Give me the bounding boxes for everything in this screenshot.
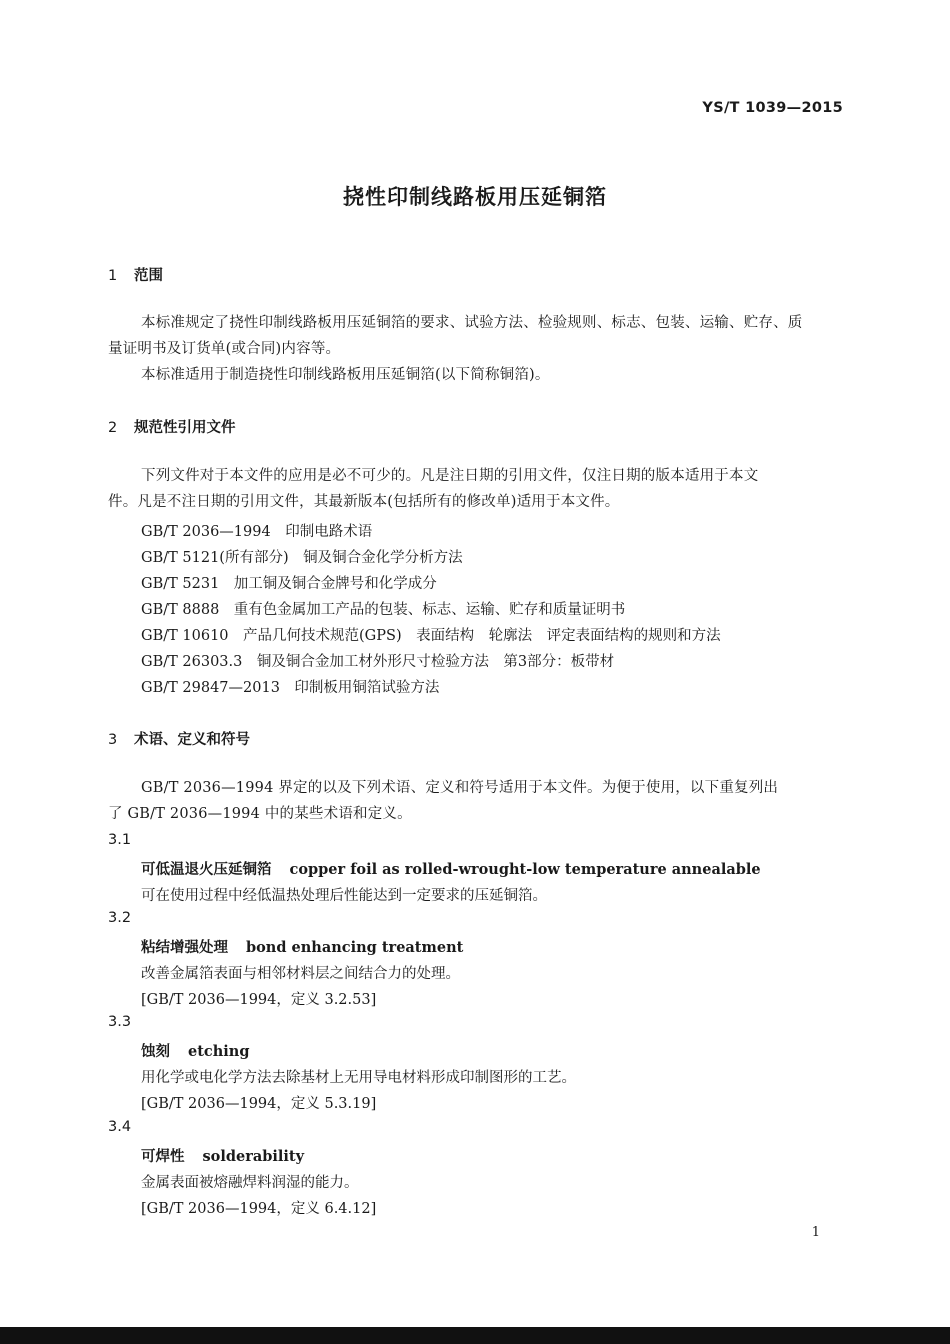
term-chinese: 可焊性 bbox=[141, 1149, 185, 1165]
clause-number: 3.1 bbox=[108, 832, 132, 848]
term-definition: 可在使用过程中经低温热处理后性能达到一定要求的压延铜箔。 bbox=[141, 888, 547, 904]
section-number: 2 bbox=[108, 420, 118, 436]
term-english: copper foil as rolled-wrought-low temperature annealable bbox=[289, 861, 761, 878]
term-english: solderability bbox=[202, 1148, 305, 1165]
clause-number: 3.3 bbox=[108, 1014, 132, 1030]
reference-item: GB/T 5121(所有部分) 铜及铜合金化学分析方法 bbox=[141, 550, 463, 566]
term-source: [GB/T 2036—1994，定义 3.2.53] bbox=[141, 992, 377, 1008]
term-source: [GB/T 2036—1994，定义 6.4.12] bbox=[141, 1201, 377, 1217]
reference-item: GB/T 2036—1994 印制电路术语 bbox=[141, 524, 373, 540]
reference-item: GB/T 29847—2013 印制板用铜箔试验方法 bbox=[141, 680, 440, 696]
section-title: 范围 bbox=[134, 268, 163, 284]
clause-number: 3.4 bbox=[108, 1119, 132, 1135]
standard-code: YS/T 1039—2015 bbox=[702, 100, 843, 116]
term-heading bbox=[141, 1040, 249, 1061]
term-definition: 改善金属箔表面与相邻材料层之间结合力的处理。 bbox=[141, 966, 460, 982]
section-number: 3 bbox=[108, 732, 118, 748]
term-chinese: 可低温退火压延铜箔 bbox=[141, 862, 272, 878]
clause-number: 3.2 bbox=[108, 910, 132, 926]
terms-intro-line-1: GB/T 2036—1994 界定的以及下列术语、定义和符号适用于本文件。为便于使用，以下重复列出 bbox=[141, 780, 779, 796]
term-heading bbox=[141, 936, 463, 957]
section-1-heading bbox=[108, 264, 163, 285]
section-title: 规范性引用文件 bbox=[134, 420, 236, 436]
references-intro-line-2: 件。凡是不注日期的引用文件，其最新版本(包括所有的修改单)适用于本文件。 bbox=[108, 494, 620, 510]
term-definition: 金属表面被熔融焊料润湿的能力。 bbox=[141, 1175, 359, 1191]
references-intro-line-1: 下列文件对于本文件的应用是必不可少的。凡是注日期的引用文件，仅注日期的版本适用于本文 bbox=[141, 468, 759, 484]
reference-item: GB/T 26303.3 铜及铜合金加工材外形尺寸检验方法 第3部分：板带材 bbox=[141, 654, 615, 670]
section-number: 1 bbox=[108, 268, 118, 284]
section-title: 术语、定义和符号 bbox=[134, 732, 250, 748]
section-3-heading bbox=[108, 728, 250, 749]
reference-item: GB/T 8888 重有色金属加工产品的包装、标志、运输、贮存和质量证明书 bbox=[141, 602, 626, 618]
term-chinese: 蚀刻 bbox=[141, 1044, 170, 1060]
document-title: 挠性印制线路板用压延铜箔 bbox=[343, 185, 607, 209]
scope-paragraph-2: 本标准适用于制造挠性印制线路板用压延铜箔(以下简称铜箔)。 bbox=[141, 367, 550, 383]
scope-paragraph-1-line-1: 本标准规定了挠性印制线路板用压延铜箔的要求、试验方法、检验规则、标志、包装、运输、贮存、质 bbox=[141, 315, 803, 331]
reference-item: GB/T 5231 加工铜及铜合金牌号和化学成分 bbox=[141, 576, 437, 592]
term-source: [GB/T 2036—1994，定义 5.3.19] bbox=[141, 1096, 377, 1112]
page-number: 1 bbox=[811, 1225, 820, 1240]
term-chinese: 粘结增强处理 bbox=[141, 940, 228, 956]
section-2-heading bbox=[108, 416, 236, 437]
reference-item: GB/T 10610 产品几何技术规范(GPS) 表面结构 轮廓法 评定表面结构的规则和方法 bbox=[141, 628, 721, 644]
scope-paragraph-1-line-2: 量证明书及订货单(或合同)内容等。 bbox=[108, 341, 341, 357]
term-english: bond enhancing treatment bbox=[246, 939, 464, 956]
term-heading bbox=[141, 858, 761, 879]
term-definition: 用化学或电化学方法去除基材上无用导电材料形成印制图形的工艺。 bbox=[141, 1070, 576, 1086]
term-heading bbox=[141, 1145, 304, 1166]
terms-intro-line-2: 了 GB/T 2036—1994 中的某些术语和定义。 bbox=[108, 806, 412, 822]
bottom-border bbox=[0, 1327, 950, 1344]
term-english: etching bbox=[188, 1043, 250, 1060]
